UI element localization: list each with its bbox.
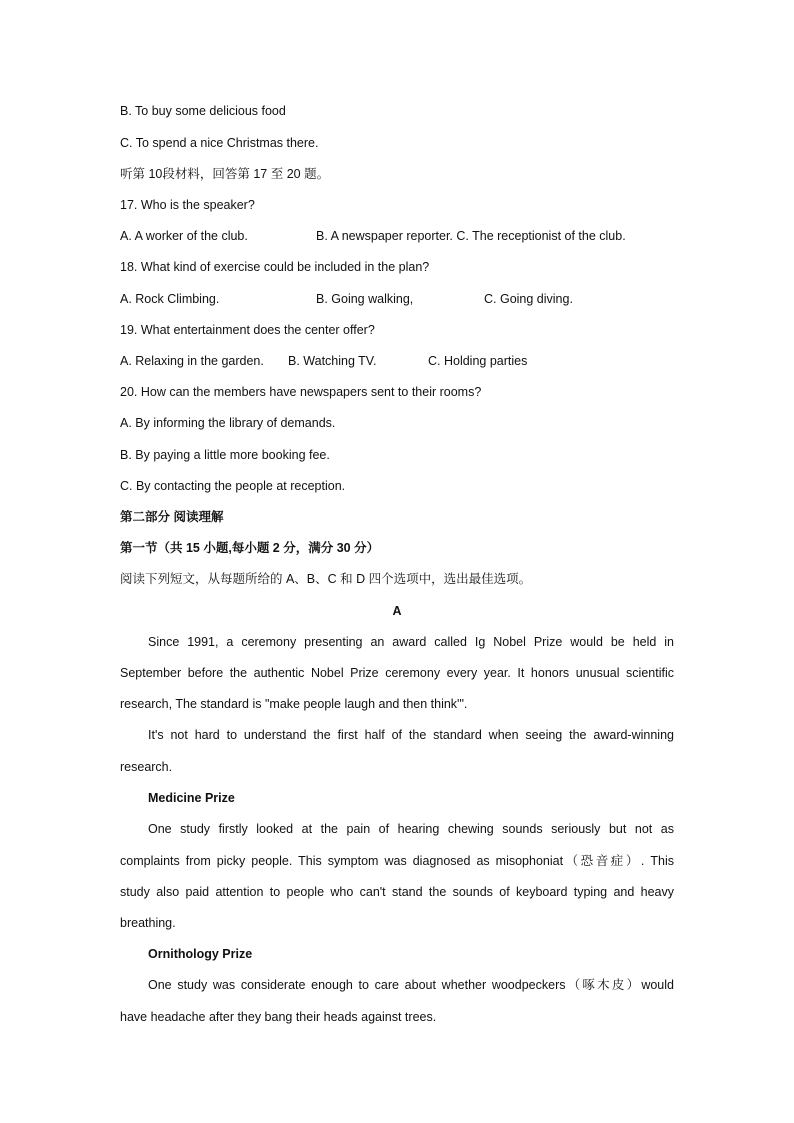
option-20a: A. By informing the library of demands. xyxy=(120,416,336,430)
question-20: 20. How can the members have newspapers sent to their rooms? xyxy=(120,385,482,399)
paragraph-3-line-2: complaints from picky people. This symptom was diagnosed as misophoniat（恐音症）. This xyxy=(120,854,674,868)
part-2-heading: 第二部分 阅读理解 xyxy=(120,510,224,524)
medicine-prize-heading: Medicine Prize xyxy=(148,791,235,805)
option-16c: C. To spend a nice Christmas there. xyxy=(120,136,319,150)
paragraph-1-line-3: research, The standard is "make people laugh and then think'". xyxy=(120,697,468,711)
paragraph-3-line-1: One study firstly looked at the pain of hearing chewing sounds seriously but not as xyxy=(148,822,674,836)
option-18b: B. Going walking, xyxy=(316,292,414,306)
paragraph-4-line-2: have headache after they bang their heads against trees. xyxy=(120,1010,437,1024)
paragraph-4-line-1: One study was considerate enough to care about whether woodpeckers（啄木皮）would xyxy=(148,978,674,992)
option-17bc: B. A newspaper reporter. C. The receptionist of the club. xyxy=(316,229,626,243)
option-20c: C. By contacting the people at reception. xyxy=(120,479,346,493)
question-18: 18. What kind of exercise could be included in the plan? xyxy=(120,260,430,274)
option-20b: B. By paying a little more booking fee. xyxy=(120,448,330,462)
option-19c: C. Holding parties xyxy=(428,354,528,368)
paragraph-2-line-2: research. xyxy=(120,760,173,774)
question-19: 19. What entertainment does the center offer? xyxy=(120,323,375,337)
passage-label: A xyxy=(392,604,402,618)
question-17: 17. Who is the speaker? xyxy=(120,198,255,212)
option-18c: C. Going diving. xyxy=(484,292,573,306)
section-1-heading: 第一节（共 15 小题,每小题 2 分，满分 30 分） xyxy=(120,541,380,555)
option-19a: A. Relaxing in the garden. xyxy=(120,354,264,368)
option-18a: A. Rock Climbing. xyxy=(120,292,220,306)
option-17a: A. A worker of the club. xyxy=(120,229,248,243)
paragraph-3-line-3: study also paid attention to people who can't stand the sounds of keyboard typing and heavy xyxy=(120,885,674,899)
section-instruction-10: 听第 10段材料，回答第 17 至 20 题。 xyxy=(120,167,330,181)
ornithology-prize-heading: Ornithology Prize xyxy=(148,947,253,961)
option-16b: B. To buy some delicious food xyxy=(120,104,286,118)
paragraph-2-line-1: It's not hard to understand the first half of the standard when seeing the award-winning xyxy=(148,728,674,742)
reading-instruction: 阅读下列短文，从每题所给的 A、B、C 和 D 四个选项中，选出最佳选项。 xyxy=(120,572,532,586)
option-19b: B. Watching TV. xyxy=(288,354,377,368)
paragraph-3-line-4: breathing. xyxy=(120,916,176,930)
paragraph-1-line-2: September before the authentic Nobel Prize ceremony every year. It honors unusual scientific xyxy=(120,666,674,680)
paragraph-1-line-1: Since 1991, a ceremony presenting an award called Ig Nobel Prize would be held in xyxy=(148,635,674,649)
